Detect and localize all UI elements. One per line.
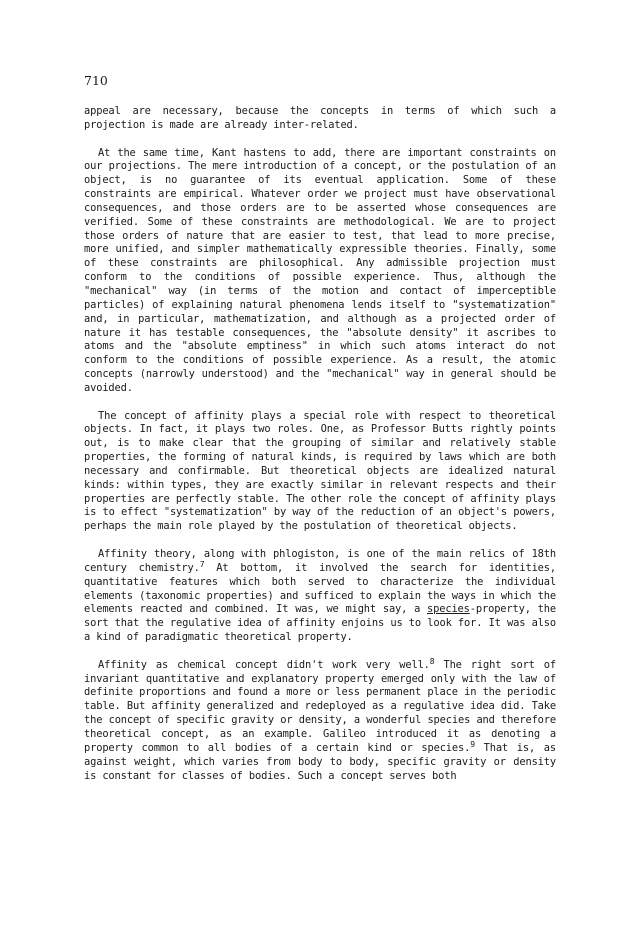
paragraph-4-text-b: At bottom, it involved the search for identities, quantitative features which both served to characterize the individual elements (taxonomic properties) and sufficed to explain the ways in which the elements reacted and combined. It was, we might say, a bbox=[84, 561, 556, 616]
paragraph-5-text-c: That is, as against weight, which varies from body to body, specific gravity or density is constant for classes of bodies. Such a concept serves both bbox=[84, 741, 556, 782]
paragraph-3: The concept of affinity plays a special role with respect to theoretical objects. In fact, it plays two roles. One, as Professor Butts rightly points out, is to make clear that the grouping of similar and relatively stable properties, the forming of natural kinds, is required by laws which are both necessary and confirmable. But theoretical objects are idealized natural kinds: within types, they are exactly similar in relevant respects and their properties are perfectly stable. The other role the concept of affinity plays is to effect "systematization" by way of the reduction of an object's powers, perhaps the main role played by the postulation of theoretical objects. bbox=[84, 409, 556, 533]
page-number: 710 bbox=[84, 73, 108, 88]
paragraph-2: At the same time, Kant hastens to add, there are important constraints on our projections. The mere introduction of a concept, or the postulation of an object, is no guarantee of its eventual application. Some of these constraints are empirical. Whatever order we project must have observational consequences, and those orders are to be asserted whose consequences are verified. Some of these constraints are methodological. We are to project those orders of nature that are easier to test, that lead to more precise, more unified, and simpler mathematically expressible theories. Finally, some of these constraints are philosophical. Any admissible projection must conform to the conditions of possible experience. Thus, although the "mechanical" way (in terms of the motion and contact of imperceptible particles) of explaining natural phenomena lends itself to "systematization" and, in particular, mathematization, and although as a projected order of nature it has testable consequences, the "absolute density" it ascribes to atoms and the "absolute emptiness" in which such atoms interact do not conform to the conditions of possible experience. As a result, the atomic concepts (narrowly understood) and the "mechanical" way in general should be avoided. bbox=[84, 146, 556, 394]
paragraph-1: appeal are necessary, because the concepts in terms of which such a projection is made are already inter-related. bbox=[84, 105, 556, 131]
footnote-ref-8: 8 bbox=[429, 656, 435, 666]
paragraph-5-text-a: Affinity as chemical concept didn't work very well. bbox=[98, 658, 430, 671]
paragraph-4-text-a: Affinity theory, along with phlogiston, is one of the main relics of 18th century chemistry. bbox=[84, 548, 556, 574]
paragraph-4 bbox=[84, 548, 556, 645]
paragraph-5 bbox=[84, 656, 557, 784]
footnote-ref-7: 7 bbox=[199, 559, 205, 569]
paragraph-5-text-b: The right sort of invariant quantitative and explanatory property emerged only with the law of definite proportions and found a more or less permanent place in the periodic table. But affinity generalized and redeployed as a regulative idea did. Take the concept of specific gravity or density, a wonderful species and therefore theoretical concept, as an example. Galileo introduced it as denoting a property common to all bodies of a certain kind or species. bbox=[84, 658, 557, 754]
page-body bbox=[84, 105, 556, 783]
underlined-species: species bbox=[427, 603, 470, 616]
footnote-ref-9: 9 bbox=[470, 739, 475, 749]
paragraph-4-text-c: -property, the sort that the regulative idea of affinity enjoins us to look for. It was also a kind of paradigmatic theoretical property. bbox=[84, 603, 556, 644]
